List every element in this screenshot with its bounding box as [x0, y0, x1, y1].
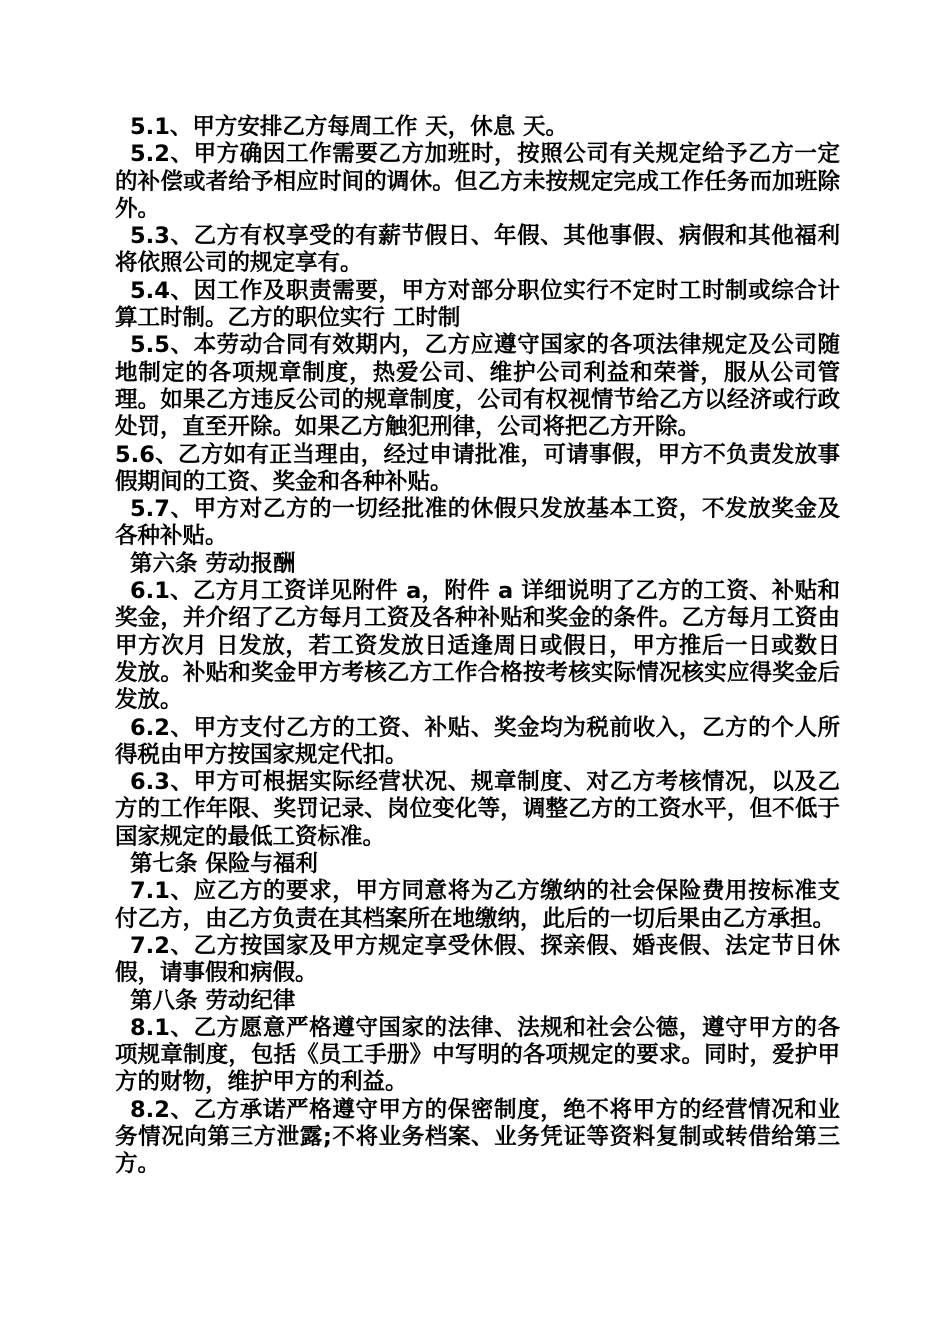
clause-7-1: 7.1、应乙方的要求，甲方同意将为乙方缴纳的社会保险费用按标准支付乙方，由乙方负责在其档案所在地缴纳，此后的一切后果由乙方承担。: [115, 878, 840, 932]
clause-7-2: 7.2、乙方按国家及甲方规定享受休假、探亲假、婚丧假、法定节日休假，请事假和病假。: [115, 932, 840, 987]
article-7-heading: 第七条 保险与福利: [130, 851, 318, 878]
clause-5-1: 5.1、甲方安排乙方每周工作 天，休息 天。: [130, 114, 569, 140]
clause-8-1: 8.1、乙方愿意严格遵守国家的法律、法规和社会公德，遵守甲方的各项规章制度，包括《员工手册》中写明的各项规定的要求。同时，爱护甲方的财物，维护甲方的利益。: [115, 1014, 840, 1096]
clause-5-7: 5.7、甲方对乙方的一切经批准的休假只发放基本工资，不发放奖金及各种补贴。: [115, 496, 840, 550]
clause-5-6: 5.6、乙方如有正当理由，经过申请批准，可请事假，甲方不负责发放事假期间的工资、奖金和各种补贴。: [115, 441, 840, 495]
clause-5-4: 5.4、因工作及职责需要，甲方对部分职位实行不定时工时制或综合计算工时制。乙方的职位实行 工时制: [115, 277, 840, 332]
clause-8-2: 8.2、乙方承诺严格遵守甲方的保密制度，绝不将甲方的经营情况和业务情况向第三方泄露;不将业务档案、业务凭证等资料复制或转借给第三方。: [115, 1096, 840, 1178]
document-page: [115, 114, 840, 1179]
clause-6-3: 6.3、甲方可根据实际经营状况、规章制度、对乙方考核情况，以及乙方的工作年限、奖罚记录、岗位变化等，调整乙方的工资水平，但不低于国家规定的最低工资标准。: [115, 769, 840, 850]
clause-6-1: 6.1、乙方月工资详见附件 a，附件 a 详细说明了乙方的工资、补贴和奖金，并介绍了乙方每月工资及各种补贴和奖金的条件。乙方每月工资由甲方次月 日发放，若工资发放日适逢周日或假日，甲方推后一日或数日发放。补贴和奖金甲方考核乙方工作合格按考核实际情况核实应得奖金后发放。: [115, 578, 840, 714]
article-6-heading: 第六条 劳动报酬: [130, 550, 296, 577]
clause-5-3: 5.3、乙方有权享受的有薪节假日、年假、其他事假、病假和其他福利将依照公司的规定享有。: [115, 223, 840, 277]
clause-5-2: 5.2、甲方确因工作需要乙方加班时，按照公司有关规定给予乙方一定的补偿或者给予相应时间的调休。但乙方未按规定完成工作任务而加班除外。: [115, 141, 840, 222]
clause-6-2: 6.2、甲方支付乙方的工资、补贴、奖金均为税前收入，乙方的个人所得税由甲方按国家规定代扣。: [115, 714, 840, 768]
article-8-heading: 第八条 劳动纪律: [130, 987, 296, 1014]
clause-5-5: 5.5、本劳动合同有效期内，乙方应遵守国家的各项法律规定及公司随地制定的各项规章制度，热爱公司、维护公司利益和荣誉，服从公司管理。如果乙方违反公司的规章制度，公司有权视情节给乙方以经济或行政处罚，直至开除。如果乙方触犯刑律，公司将把乙方开除。: [115, 332, 840, 441]
